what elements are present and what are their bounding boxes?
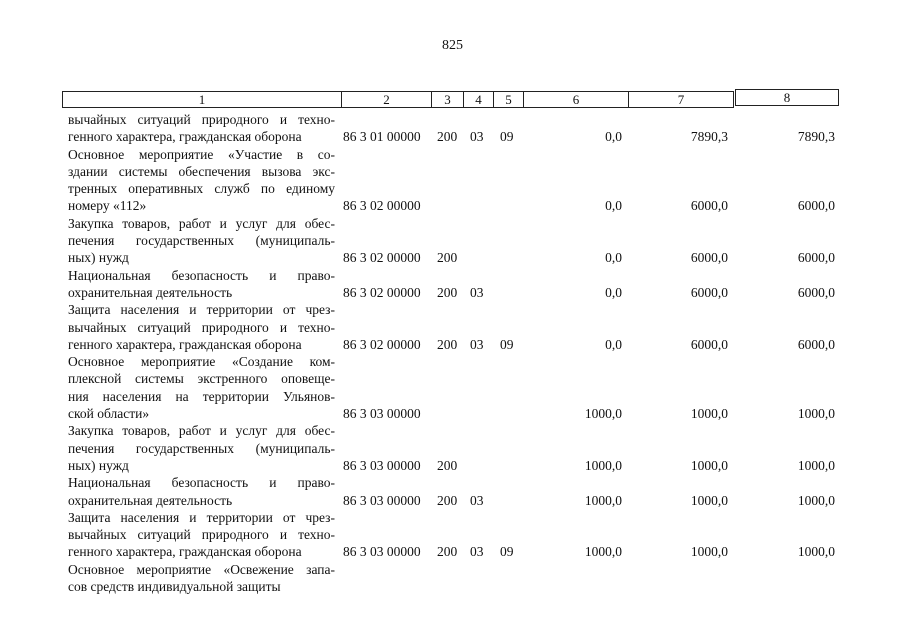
budget-code: 86 3 03 00000 [343,457,421,473]
amount-col-7: 1000,0 [690,492,728,508]
description-line: вычайных ситуаций природного и техно- [68,112,335,127]
row-description [68,353,335,422]
description-line: Закупка товаров, работ и услуг для обес- [68,215,335,231]
expense-type: 200 [437,129,458,145]
description-line: вычайных ситуаций природного и техно- [68,527,335,543]
table-header [62,91,734,108]
amount-col-8: 1000,0 [797,492,835,508]
amount-col-8: 1000,0 [797,406,835,422]
row-description [68,561,335,596]
amount-col-7: 1000,0 [690,406,728,422]
amount-col-7: 7890,3 [690,129,728,145]
amount-col-7: 1000,0 [690,457,728,473]
budget-code: 86 3 03 00000 [343,544,421,560]
page-number: 825 [442,38,463,53]
description-line: Основное мероприятие «Создание ком- [68,354,335,370]
budget-code: 86 3 01 00000 [343,129,421,145]
expense-type: 200 [437,284,458,300]
description-line: плексной системы экстренного оповеще- [68,371,335,387]
description-line: здании системы обеспечения вызова экс- [68,163,335,179]
amount-col-8: 6000,0 [797,336,835,352]
description-line: охранительная деятельность [68,492,233,508]
description-line: Основное мероприятие «Участие в со- [68,146,335,162]
section-code: 03 [470,336,484,352]
amount-col-6: 0,0 [605,250,622,266]
description-line: печения государственных (муниципаль- [68,233,335,249]
header-col-1: 1 [63,92,342,107]
row-description [68,111,335,146]
description-line: Национальная безопасность и право- [68,475,335,491]
budget-code: 86 3 02 00000 [343,250,421,266]
description-line: тренных оперативных служб по единому [68,181,335,197]
budget-code: 86 3 02 00000 [343,284,421,300]
amount-col-7: 6000,0 [690,284,728,300]
amount-col-8: 6000,0 [797,284,835,300]
row-description [68,215,335,267]
description-line: ных) нужд [68,250,129,266]
description-line: Защита населения и территории от чрез- [68,302,335,318]
section-code: 03 [470,284,484,300]
description-line: генного характера, гражданская оборона [68,129,302,145]
description-line: номеру «112» [68,198,147,214]
amount-col-6: 0,0 [605,198,622,214]
description-line: генного характера, гражданская оборона [68,336,302,352]
amount-col-6: 1000,0 [584,544,622,560]
section-code: 03 [470,129,484,145]
amount-col-6: 0,0 [605,336,622,352]
description-line: Закупка товаров, работ и услуг для обес- [68,423,335,439]
expense-type: 200 [437,250,458,266]
row-description [68,509,335,561]
expense-type: 200 [437,544,458,560]
amount-col-8: 7890,3 [797,129,835,145]
header-col-8: 8 [735,89,839,106]
amount-col-8: 1000,0 [797,457,835,473]
expense-type: 200 [437,336,458,352]
header-col-5: 5 [494,92,524,107]
description-line: Основное мероприятие «Освежение запа- [68,561,335,577]
description-line: ных) нужд [68,457,129,473]
amount-col-6: 1000,0 [584,406,622,422]
section-code: 03 [470,544,484,560]
amount-col-6: 0,0 [605,129,622,145]
budget-code: 86 3 03 00000 [343,492,421,508]
description-line: печения государственных (муниципаль- [68,440,335,456]
row-description [68,474,335,509]
row-description [68,146,335,215]
amount-col-8: 6000,0 [797,198,835,214]
description-line: ской области» [68,406,150,422]
expense-type: 200 [437,457,458,473]
amount-col-7: 1000,0 [690,544,728,560]
header-col-6: 6 [524,92,629,107]
section-code: 03 [470,492,484,508]
subsection-code: 09 [500,336,514,352]
description-line: генного характера, гражданская оборона [68,544,302,560]
amount-col-8: 1000,0 [797,544,835,560]
header-col-4: 4 [464,92,494,107]
budget-code: 86 3 02 00000 [343,198,421,214]
header-col-3: 3 [432,92,464,107]
header-col-7: 7 [677,92,685,107]
expense-type: 200 [437,492,458,508]
amount-col-7: 6000,0 [690,250,728,266]
amount-col-6: 0,0 [605,284,622,300]
amount-col-6: 1000,0 [584,457,622,473]
header-col-2: 2 [342,92,432,107]
amount-col-7: 6000,0 [690,198,728,214]
subsection-code: 09 [500,544,514,560]
description-line: ния населения на территории Ульянов- [68,388,335,404]
description-line: вычайных ситуаций природного и техно- [68,319,335,335]
subsection-code: 09 [500,129,514,145]
description-line: охранительная деятельность [68,284,233,300]
row-description [68,422,335,474]
amount-col-6: 1000,0 [584,492,622,508]
description-line: сов средств индивидуальной защиты [68,579,281,595]
budget-code: 86 3 02 00000 [343,336,421,352]
description-line: Защита населения и территории от чрез- [68,509,335,525]
amount-col-7: 6000,0 [690,336,728,352]
row-description [68,267,335,302]
amount-col-8: 6000,0 [797,250,835,266]
description-line: Национальная безопасность и право- [68,267,335,283]
budget-code: 86 3 03 00000 [343,406,421,422]
row-description [68,301,335,353]
